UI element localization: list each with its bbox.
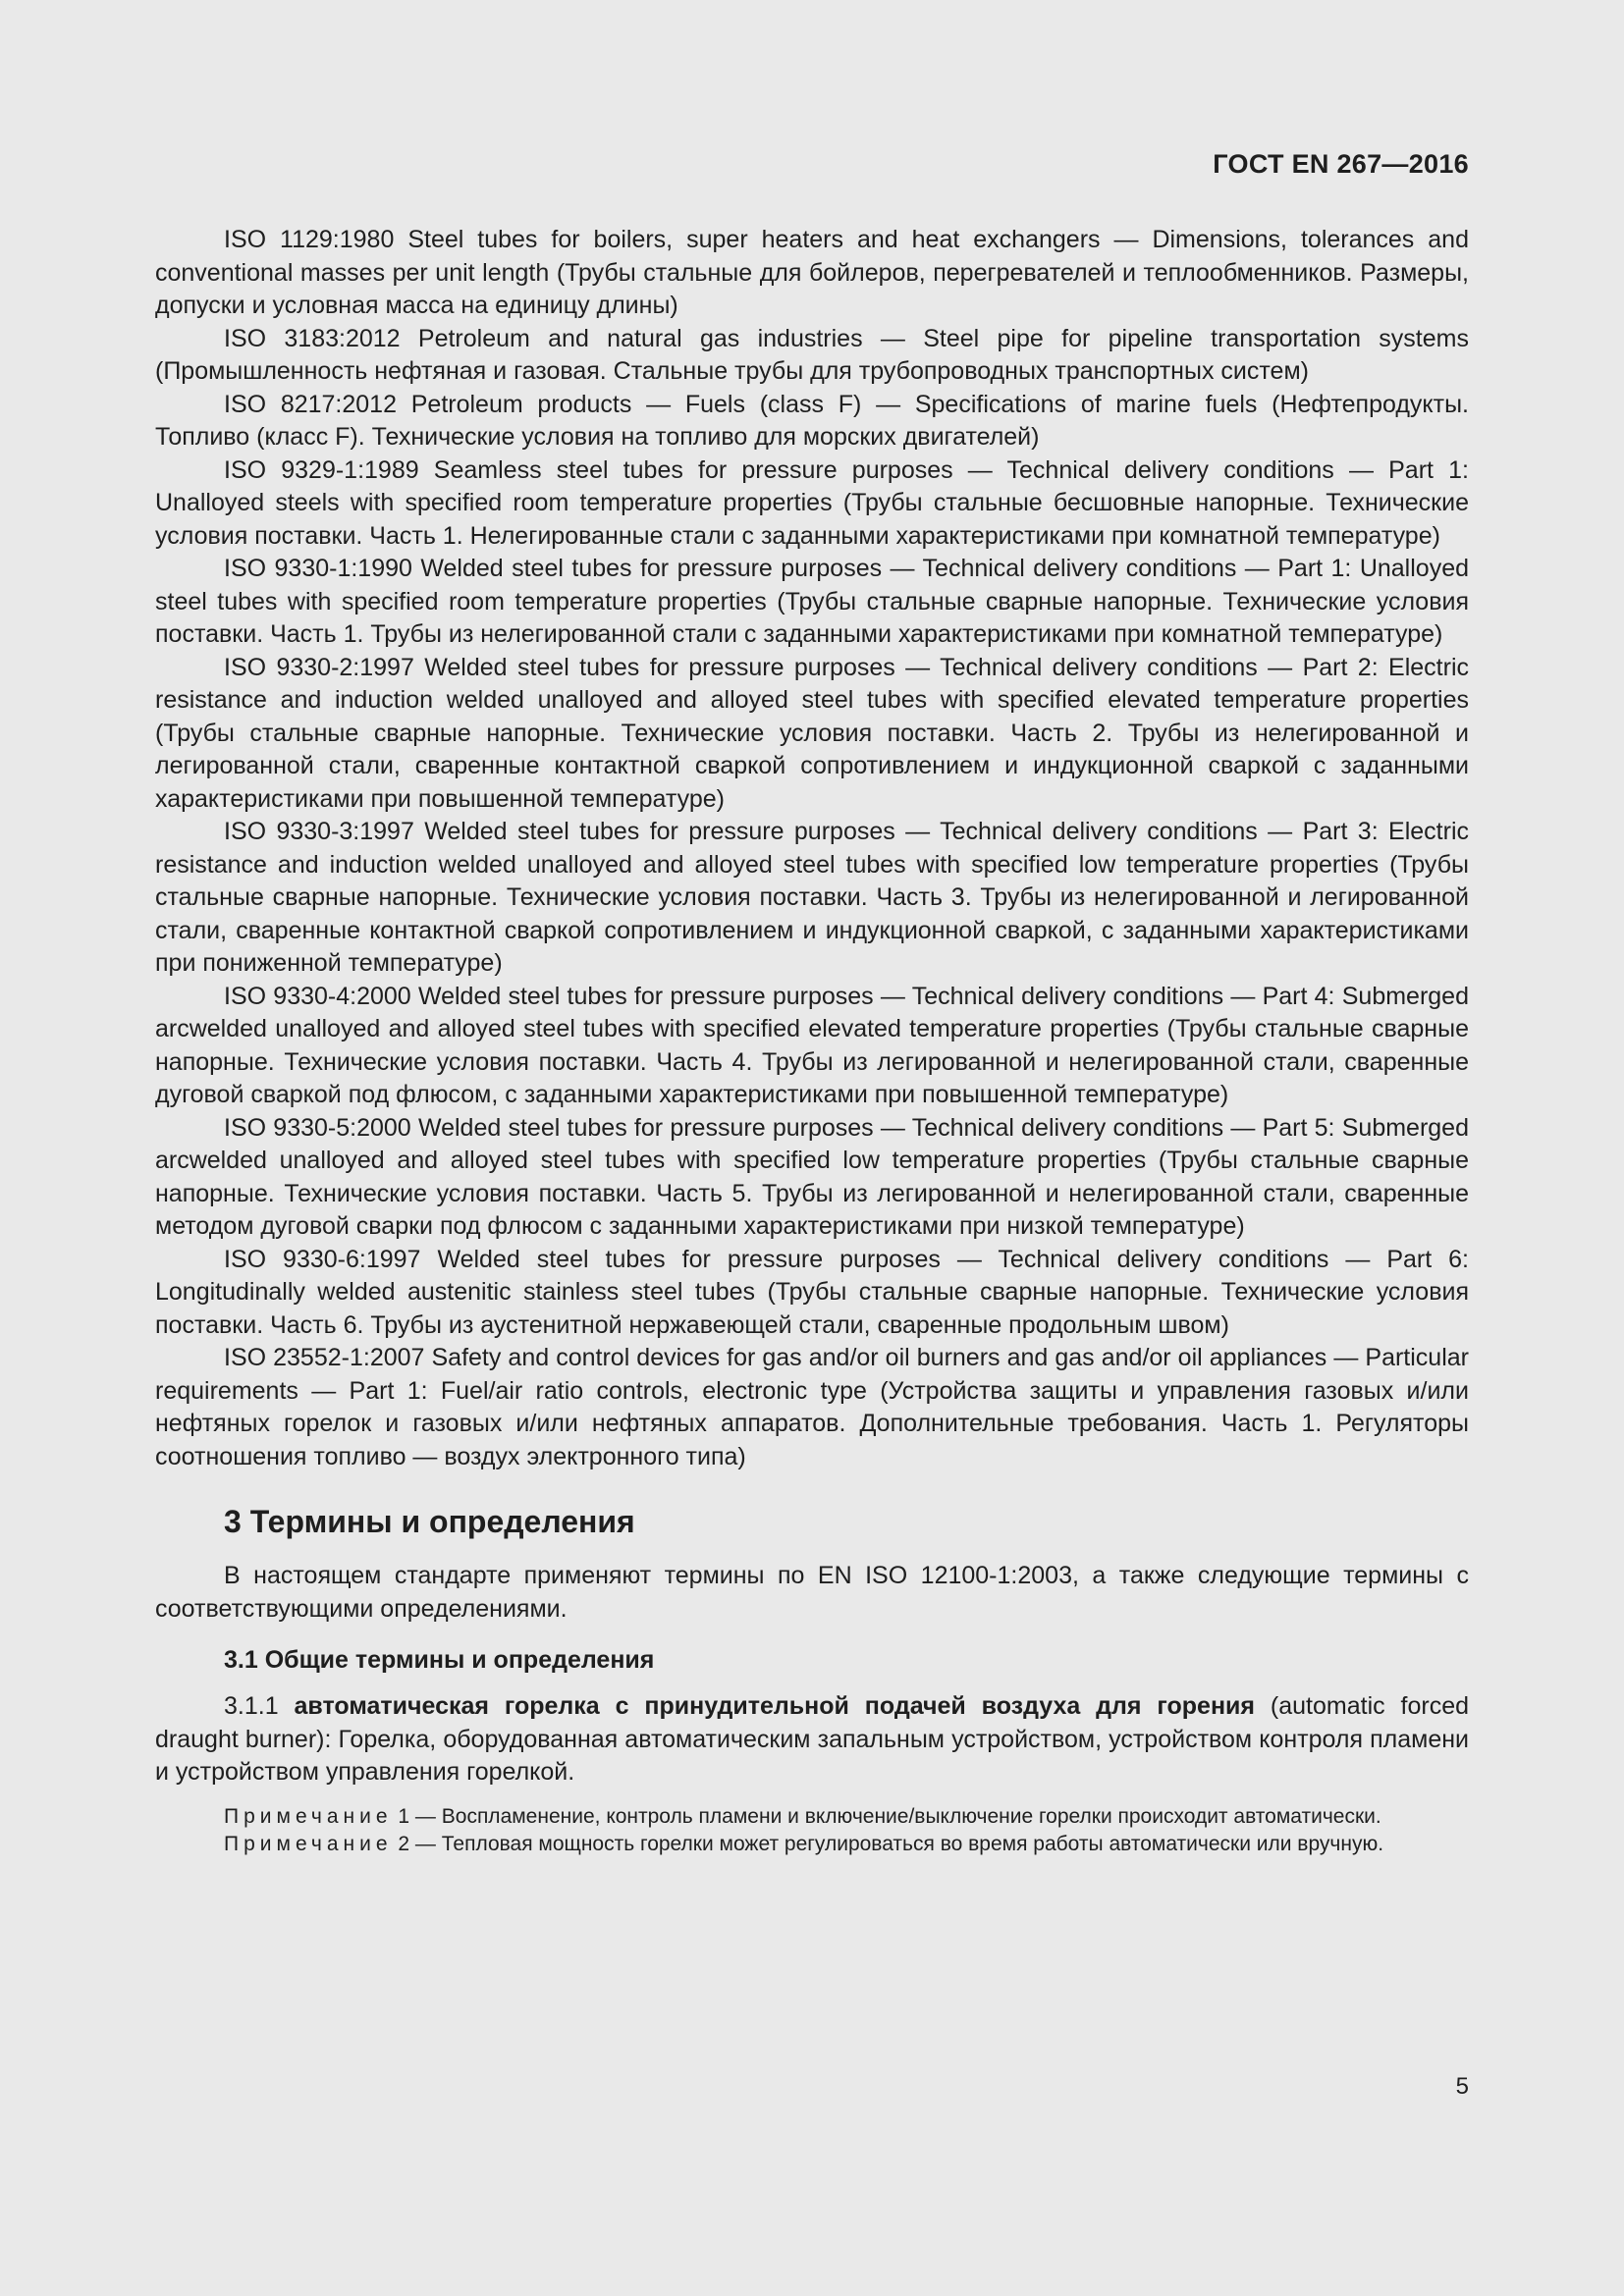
reference-entry: ISO 9329-1:1989 Seamless steel tubes for pressure purposes — Technical delivery conditions — Part 1: Unalloyed steels with specified room temperature properties (Трубы стальные бесшовные напорные. Технические условия поставки. Часть 1. Нелегированные стали с заданными характеристиками при комнатной температуре) (155, 455, 1469, 550)
term-name: автоматическая горелка с принудительной подачей воздуха для горения (294, 1692, 1255, 1720)
term-definition (155, 1690, 1469, 1789)
reference-entry: ISO 9330-3:1997 Welded steel tubes for pressure purposes — Technical delivery conditions — Part 3: Electric resistance and induction welded unalloyed and alloyed steel tubes with specified low temperature properties (Трубы стальные сварные напорные. Технические условия поставки. Часть 3. Трубы из нелегированной и легированной стали, сваренные контактной сваркой сопротивлением и индукционной сваркой, с заданными характеристиками при пониженной температуре) (155, 818, 1469, 977)
note-text: 1 — Воспламенение, контроль пламени и включение/выключение горелки происходит автоматически. (398, 1804, 1381, 1828)
section-heading: 3 Термины и определения (224, 1504, 635, 1539)
section-intro: В настоящем стандарте применяют термины по EN ISO 12100-1:2003, а также следующие термины с соответствующими определениями. (155, 1562, 1469, 1623)
reference-entry: ISO 1129:1980 Steel tubes for boilers, super heaters and heat exchangers — Dimensions, tolerances and conventional masses per unit length (Трубы стальные для бойлеров, перегревателей и теплообменников. Размеры, допуски и условная масса на единицу длины) (155, 226, 1469, 319)
reference-entry: ISO 9330-2:1997 Welded steel tubes for pressure purposes — Technical delivery conditions — Part 2: Electric resistance and induction welded unalloyed and alloyed steel tubes with specified elevated temperature properties (Трубы стальные сварные напорные. Технические условия поставки. Часть 2. Трубы из нелегированной и легированной стали, сваренные контактной сваркой сопротивлением и индукционной сваркой с заданными характеристиками при повышенной температуре) (155, 653, 1469, 813)
reference-entry: ISO 3183:2012 Petroleum and natural gas industries — Steel pipe for pipeline transportation systems (Промышленность нефтяная и газовая. Стальные трубы для трубопроводных транспортных систем) (155, 324, 1469, 385)
note (155, 1803, 1469, 1831)
page-number: 5 (1455, 2073, 1469, 2100)
reference-entry: ISO 8217:2012 Petroleum products — Fuels (class F) — Specifications of marine fuels (Нефтепродукты. Топливо (класс F). Технические условия на топливо для морских двигателей) (155, 390, 1469, 451)
normative-references-list (155, 224, 1469, 1473)
reference-entry: ISO 9330-5:2000 Welded steel tubes for pressure purposes — Technical delivery conditions — Part 5: Submerged arcwelded unalloyed and alloyed steel tubes with specified low temperature properties (Трубы стальные сварные напорные. Технические условия поставки. Часть 5. Трубы из легированной и нелегированной стали, сваренные методом дуговой сварки под флюсом с заданными характеристиками при низкой температуре) (155, 1113, 1469, 1240)
document-header: ГОСТ EN 267—2016 (1213, 149, 1469, 179)
note-label: Примечание (224, 1804, 393, 1828)
term-definition-text: (automatic forced draught burner): Горелка, оборудованная автоматическим запальным устройством, устройством контроля пламени и устройством управления горелкой. (155, 1692, 1469, 1786)
term-number: 3.1.1 (224, 1692, 279, 1720)
reference-entry: ISO 9330-4:2000 Welded steel tubes for pressure purposes — Technical delivery conditions — Part 4: Submerged arcwelded unalloyed and alloyed steel tubes with specified elevated temperature properties (Трубы стальные сварные напорные. Технические условия поставки. Часть 4. Трубы из легированной и нелегированной стали, сваренные дуговой сваркой под флюсом, с заданными характеристиками при повышенной температуре) (155, 982, 1469, 1108)
note (155, 1831, 1469, 1858)
reference-entry: ISO 9330-6:1997 Welded steel tubes for pressure purposes — Technical delivery conditions — Part 6: Longitudinally welded austenitic stainless steel tubes (Трубы стальные сварные напорные. Технические условия поставки. Часть 6. Трубы из аустенитной нержавеющей стали, сваренные продольным швом) (155, 1245, 1469, 1339)
document-body (155, 224, 1469, 1858)
reference-entry: ISO 9330-1:1990 Welded steel tubes for pressure purposes — Technical delivery conditions — Part 1: Unalloyed steel tubes with specified room temperature properties (Трубы стальные сварные напорные. Технические условия поставки. Часть 1. Трубы из нелегированной стали с заданными характеристиками при комнатной температуре) (155, 555, 1469, 648)
note-label: Примечание (224, 1832, 393, 1855)
subsection-heading: 3.1 Общие термины и определения (224, 1646, 655, 1674)
note-text: 2 — Тепловая мощность горелки может регулироваться во время работы автоматически или вручную. (398, 1832, 1384, 1855)
reference-entry: ISO 23552-1:2007 Safety and control devices for gas and/or oil burners and gas and/or oil appliances — Particular requirements — Part 1: Fuel/air ratio controls, electronic type (Устройства защиты и управления газовых и/или нефтяных горелок и газовых и/или нефтяных аппаратов. Дополнительные требования. Часть 1. Регуляторы соотношения топливо — воздух электронного типа) (155, 1344, 1469, 1470)
